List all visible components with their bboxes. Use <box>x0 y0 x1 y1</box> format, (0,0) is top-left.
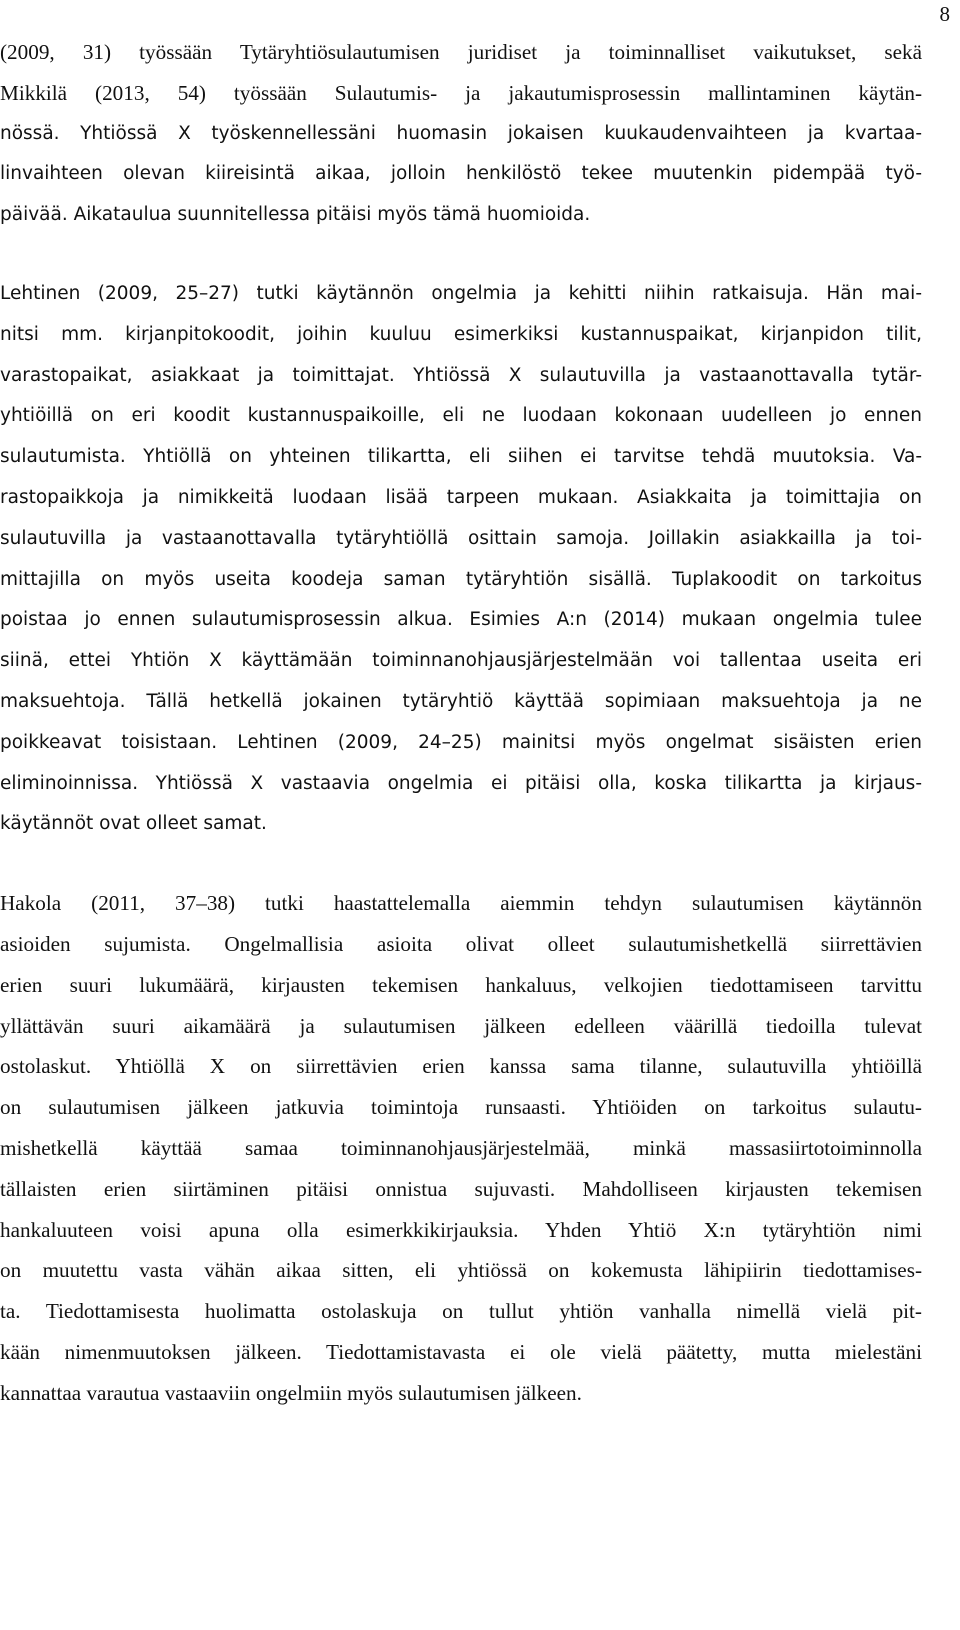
paragraph-1 <box>0 32 922 236</box>
text-line: eliminoinnissa. Yhtiössä X vastaavia ongelmia ei pitäisi olla, koska tilikartta ja kirjaus- <box>0 772 922 794</box>
text-line: rastopaikkoja ja nimikkeitä luodaan lisää tarpeen mukaan. Asiakkaita ja toimittajia on <box>0 486 922 508</box>
text-line: mittajilla on myös useita koodeja saman tytäryhtiön sisällä. Tuplakoodit on tarkoitus <box>0 568 922 590</box>
text-line: sulautuvilla ja vastaanottavalla tytäryhtiöllä osittain samoja. Joillakin asiakkailla ja toi- <box>0 527 922 549</box>
document-body <box>0 32 922 1414</box>
text-line: siinä, ettei Yhtiön X käyttämään toiminnanohjausjärjestelmään voi tallentaa useita eri <box>0 650 922 672</box>
text-line: sulautumista. Yhtiöllä on yhteinen tilikartta, eli siihen ei tarvitse tehdä muutoksia. Va- <box>0 446 922 468</box>
text-line: (2009, 31) työssään Tytäryhtiösulautumisen juridiset ja toiminnalliset vaikutukset, sekä <box>0 40 922 64</box>
text-line: nössä. Yhtiössä X työskennellessäni huomasin jokaisen kuukaudenvaihteen ja kvartaa- <box>0 122 922 144</box>
text-line: yhtiöillä on eri koodit kustannuspaikoille, eli ne luodaan kokonaan uudelleen jo ennen <box>0 405 922 427</box>
text-line: tällaisten erien siirtäminen pitäisi onnistua sujuvasti. Mahdolliseen kirjausten tekemisen <box>0 1176 922 1201</box>
text-line: erien suuri lukumäärä, kirjausten tekemisen hankaluus, velkojien tiedottamiseen tarvittu <box>0 972 922 997</box>
text-line: päivää. Aikataulua suunnitellessa pitäisi myös tämä huomioida. <box>0 204 591 226</box>
text-line: maksuehtoja. Tällä hetkellä jokainen tytäryhtiö käyttää sopimiaan maksuehtoja ja ne <box>0 690 922 712</box>
text-line: poikkeavat toisistaan. Lehtinen (2009, 24–25) mainitsi myös ongelmat sisäisten erien <box>0 731 922 753</box>
text-line: mishetkellä käyttää samaa toiminnanohjausjärjestelmää, minkä massasiirtotoiminnolla <box>0 1135 922 1160</box>
text-line: asioiden sujumista. Ongelmallisia asioita olivat olleet sulautumishetkellä siirrettävien <box>0 931 922 956</box>
text-line: Hakola (2011, 37–38) tutki haastattelemalla aiemmin tehdyn sulautumisen käytännön <box>0 891 922 916</box>
paragraph-2 <box>0 274 922 845</box>
text-line: ostolaskut. Yhtiöllä X on siirrettävien erien kanssa sama tilanne, sulautuvilla yhtiöillä <box>0 1054 922 1079</box>
text-line: kään nimenmuutoksen jälkeen. Tiedottamistavasta ei ole vielä päätetty, mutta mielestäni <box>0 1339 922 1364</box>
paragraph-3 <box>0 883 922 1413</box>
text-line: yllättävän suuri aikamäärä ja sulautumisen jälkeen edelleen väärillä tiedoilla tulevat <box>0 1013 922 1038</box>
text-line: Mikkilä (2013, 54) työssään Sulautumis- ja jakautumisprosessin mallintaminen käytän- <box>0 80 922 105</box>
text-line: on muutettu vasta vähän aikaa sitten, eli yhtiössä on kokemusta lähipiirin tiedottamises- <box>0 1258 922 1283</box>
text-line: poistaa jo ennen sulautumisprosessin alkua. Esimies A:n (2014) mukaan ongelmia tulee <box>0 609 922 631</box>
text-line: nitsi mm. kirjanpitokoodit, joihin kuuluu esimerkiksi kustannuspaikat, kirjanpidon tilit, <box>0 323 922 345</box>
text-line: käytännöt ovat olleet samat. <box>0 813 267 835</box>
text-line: linvaihteen olevan kiireisintä aikaa, jolloin henkilöstö tekee muutenkin pidempää työ- <box>0 163 922 185</box>
text-line: on sulautumisen jälkeen jatkuvia toimintoja runsaasti. Yhtiöiden on tarkoitus sulautu- <box>0 1095 922 1120</box>
text-line: hankaluuteen voisi apuna olla esimerkkikirjauksia. Yhden Yhtiö X:n tytäryhtiön nimi <box>0 1217 922 1242</box>
text-line: Lehtinen (2009, 25–27) tutki käytännön ongelmia ja kehitti niihin ratkaisuja. Hän mai- <box>0 282 922 304</box>
text-line: varastopaikat, asiakkaat ja toimittajat. Yhtiössä X sulautuvilla ja vastaanottavalla tytär- <box>0 364 922 386</box>
page-number: 8 <box>939 2 950 26</box>
text-line: kannattaa varautua vastaaviin ongelmiin myös sulautumisen jälkeen. <box>0 1380 582 1405</box>
text-line: ta. Tiedottamisesta huolimatta ostolaskuja on tullut yhtiön vanhalla nimellä vielä pit- <box>0 1299 922 1324</box>
